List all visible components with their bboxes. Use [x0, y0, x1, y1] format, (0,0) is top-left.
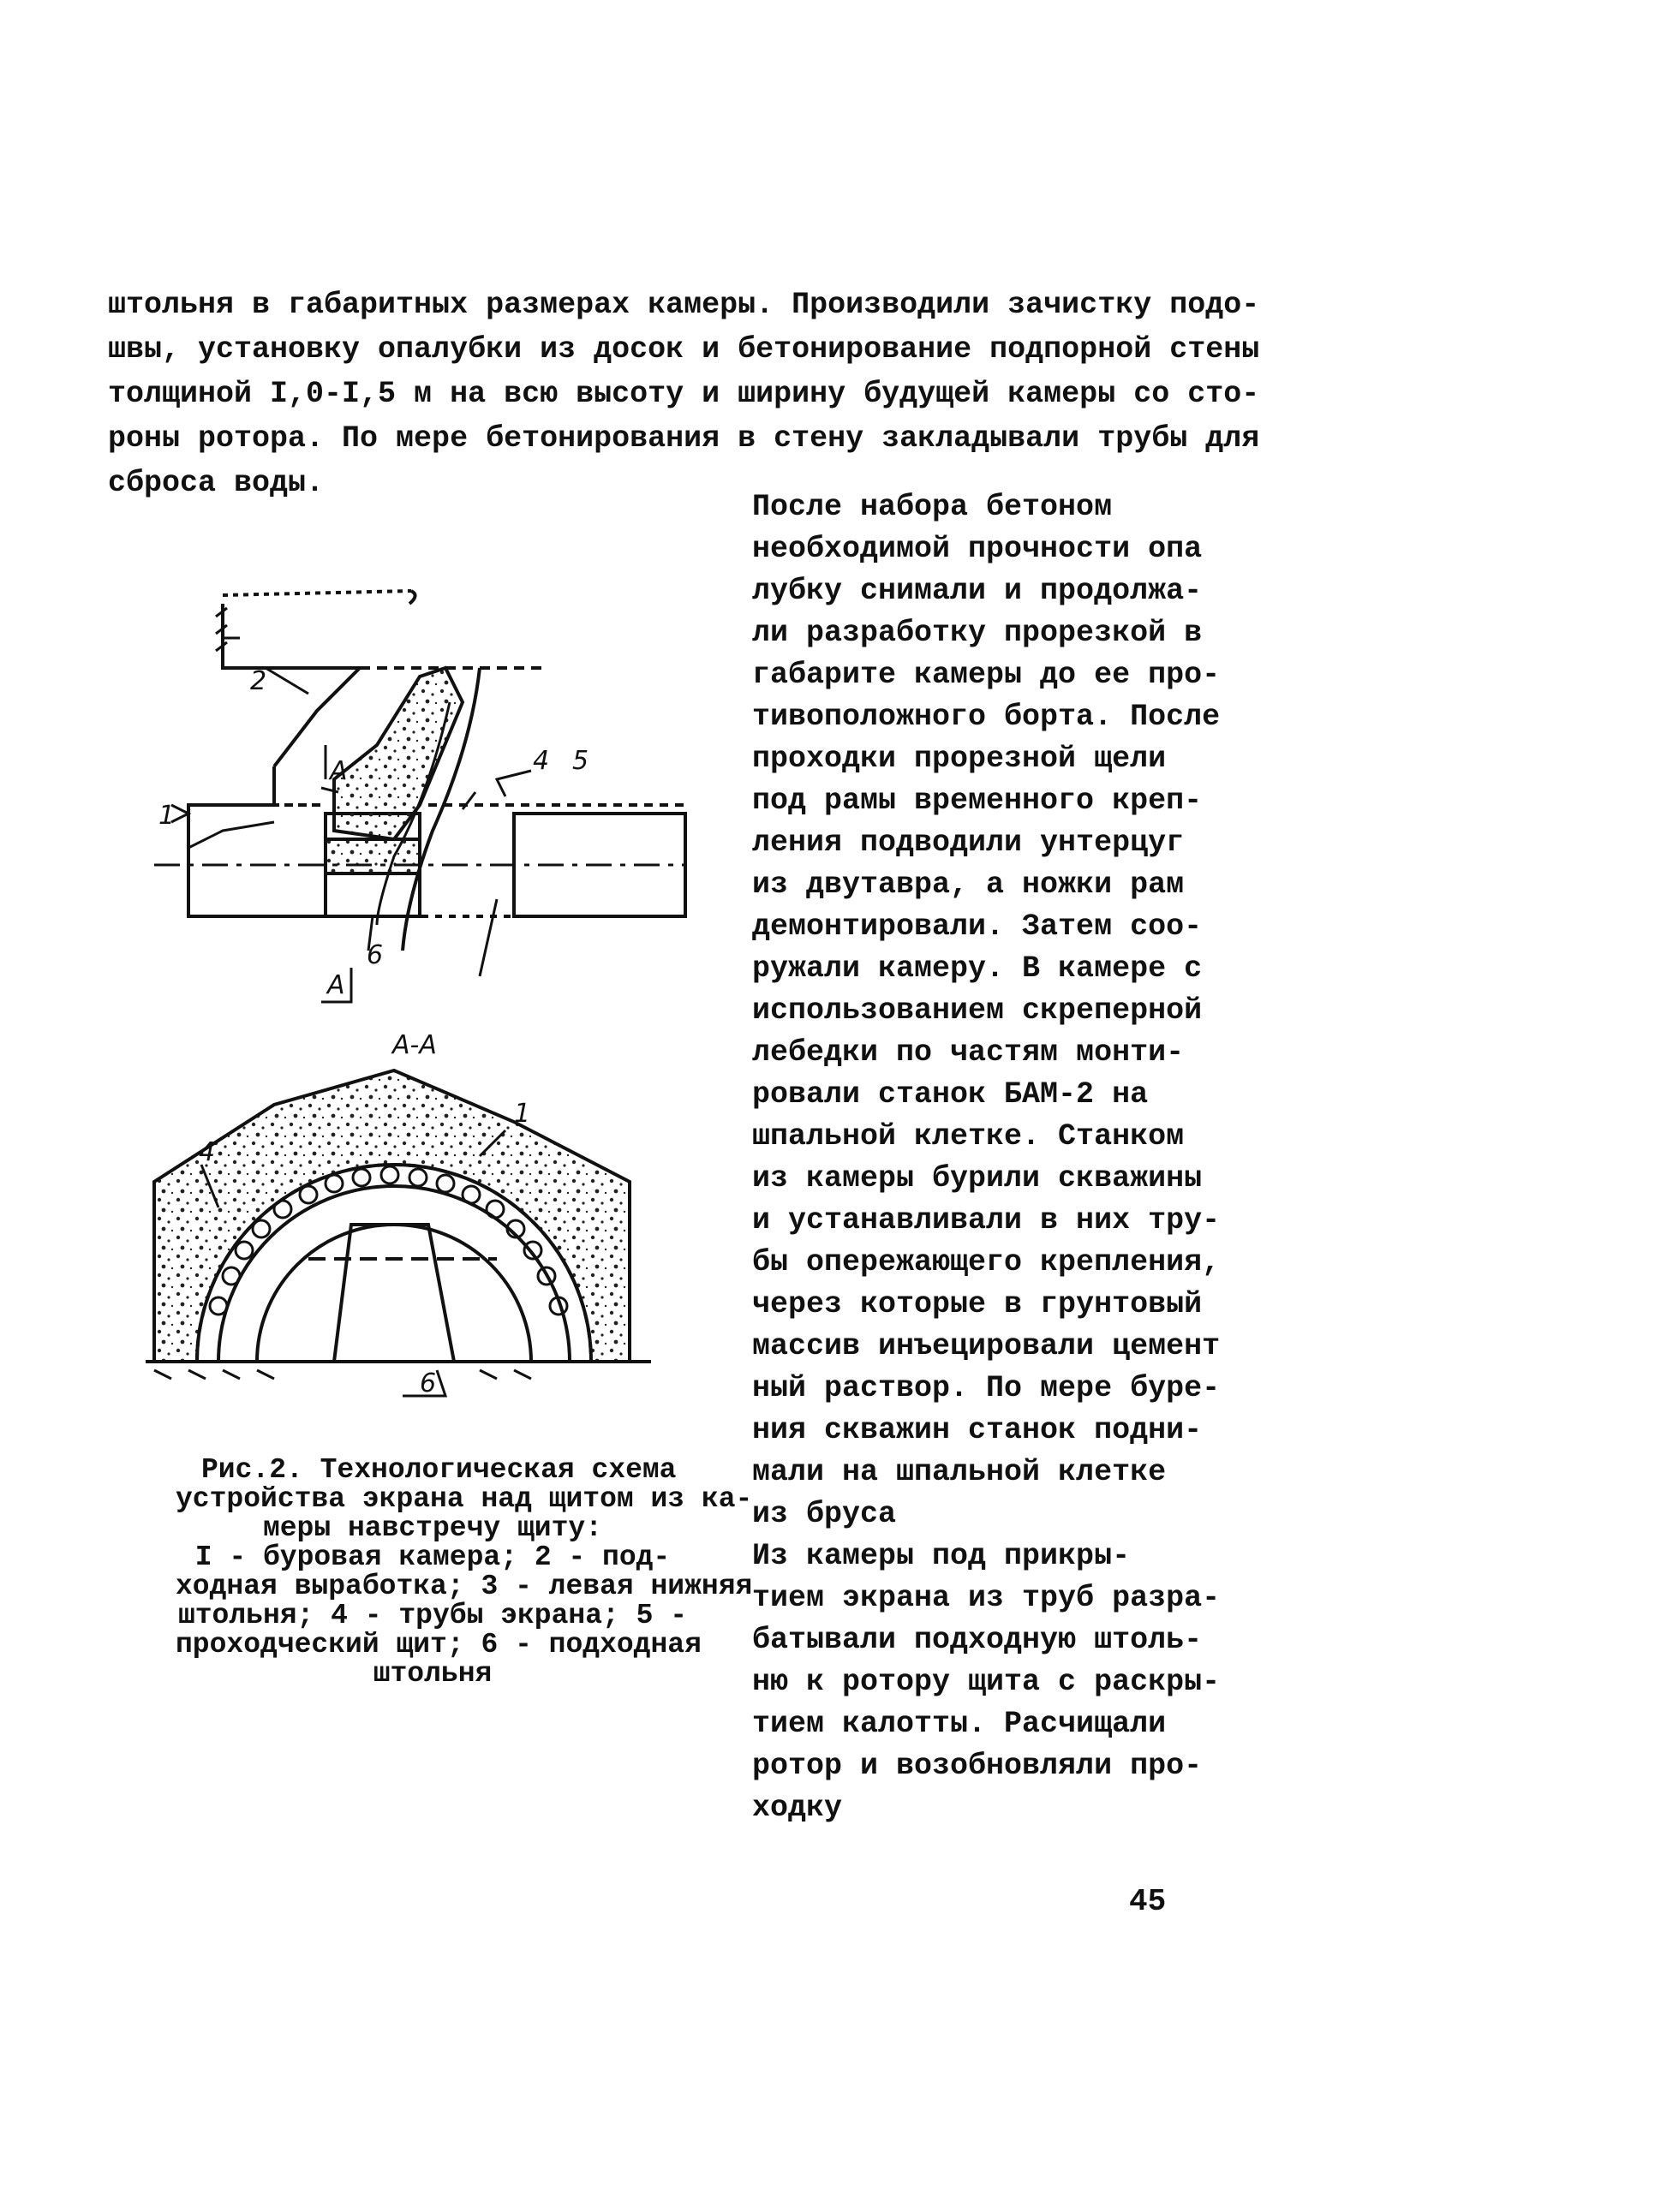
text-line: необходимой прочности опа	[752, 532, 1203, 566]
text-line: ровали станок БАМ-2 на	[752, 1077, 1149, 1112]
text-line: габарите камеры до ее про-	[752, 658, 1221, 692]
caption-line: проходческий щит; 6 - подходная	[176, 1629, 702, 1660]
text-line: лебедки по частям монти-	[752, 1035, 1185, 1070]
text-line: сброса воды.	[108, 466, 325, 500]
text-line: тием экрана из труб разра-	[752, 1581, 1221, 1615]
caption-line: I - буровая камера; 2 - под-	[194, 1541, 671, 1573]
text-line: ню к ротору щита с раскры-	[752, 1665, 1221, 1699]
callout-a-bottom: А	[327, 970, 345, 1000]
section-view	[146, 1070, 651, 1396]
callout-a-top: А	[330, 756, 348, 786]
text-line: батывали подходную штоль-	[752, 1623, 1203, 1657]
figure-caption	[176, 1454, 753, 1690]
text-line: лубку снимали и продолжа-	[752, 574, 1203, 608]
callout-2: 2	[250, 666, 267, 696]
caption-line: штольня; 4 - трубы экрана; 5 -	[177, 1600, 688, 1631]
caption-line: Рис.2. Технологическая схема	[201, 1454, 677, 1486]
text-line: массив инъецировали цемент	[752, 1329, 1221, 1363]
text-line: ружали камеру. В камере с	[752, 951, 1203, 986]
text-line: из камеры бурили скважины	[752, 1161, 1203, 1195]
technological-scheme-figure	[137, 574, 702, 1413]
text-line: шпальной клетке. Станком	[752, 1119, 1185, 1154]
text-line: использованием скреперной	[752, 993, 1203, 1028]
callout-6: 6	[367, 940, 384, 970]
text-line: роны ротора. По мере бетонирования в стену закладывали трубы для	[108, 421, 1260, 456]
text-line: швы, установку опалубки из досок и бетонирование подпорной стены	[108, 332, 1260, 367]
text-line: через которые в грунтовый	[752, 1287, 1203, 1321]
section-callout-6: 6	[420, 1368, 437, 1398]
section-label: А-А	[392, 1030, 437, 1060]
caption-line: штольня	[373, 1658, 493, 1690]
text-line: тивоположного борта. После	[752, 700, 1221, 734]
text-line: под рамы временного креп-	[752, 784, 1203, 818]
text-line: ходку	[752, 1791, 843, 1825]
caption-line: ходная выработка; 3 - левая нижняя	[176, 1571, 753, 1602]
text-line: из двутавра, а ножки рам	[752, 868, 1185, 902]
right-column-text	[752, 486, 1221, 1829]
text-line: из бруса	[752, 1497, 897, 1531]
text-line: проходки прорезной щели	[752, 742, 1167, 776]
text-line: ния скважин станок подни-	[752, 1413, 1203, 1447]
caption-line: устройства экрана над щитом из ка-	[176, 1483, 753, 1515]
section-callout-1: 1	[514, 1099, 531, 1129]
text-line: ный раствор. По мере буре-	[752, 1371, 1221, 1405]
text-line: ротор и возобновляли про-	[752, 1749, 1203, 1783]
section-callout-4: 4	[199, 1137, 216, 1167]
text-line: демонтировали. Затем соо-	[752, 909, 1203, 944]
callout-4: 4	[533, 746, 550, 776]
text-line: Из камеры под прикры-	[752, 1539, 1131, 1573]
scheme-drawing	[137, 574, 702, 1413]
text-line: ли разработку прорезкой в	[752, 616, 1203, 650]
text-line: мали на шпальной клетке	[752, 1455, 1167, 1489]
text-line: толщиной I,0-I,5 м на всю высоту и ширину будущей камеры со сто-	[108, 377, 1260, 411]
text-line: ления подводили унтерцуг	[752, 826, 1185, 860]
text-line: После набора бетоном	[752, 490, 1113, 524]
text-line: и устанавливали в них тру-	[752, 1203, 1221, 1237]
page-number: 45	[1129, 1884, 1167, 1919]
caption-line: меры навстречу щиту:	[262, 1512, 603, 1544]
callout-5: 5	[572, 746, 589, 776]
text-line: тием калотты. Расчищали	[752, 1707, 1167, 1741]
text-line: штольня в габаритных размерах камеры. Производили зачистку подо-	[108, 288, 1260, 322]
callout-1: 1	[158, 801, 176, 831]
text-line: бы опережающего крепления,	[752, 1245, 1221, 1279]
intro-paragraph	[108, 283, 1260, 505]
plan-view	[154, 591, 685, 1002]
